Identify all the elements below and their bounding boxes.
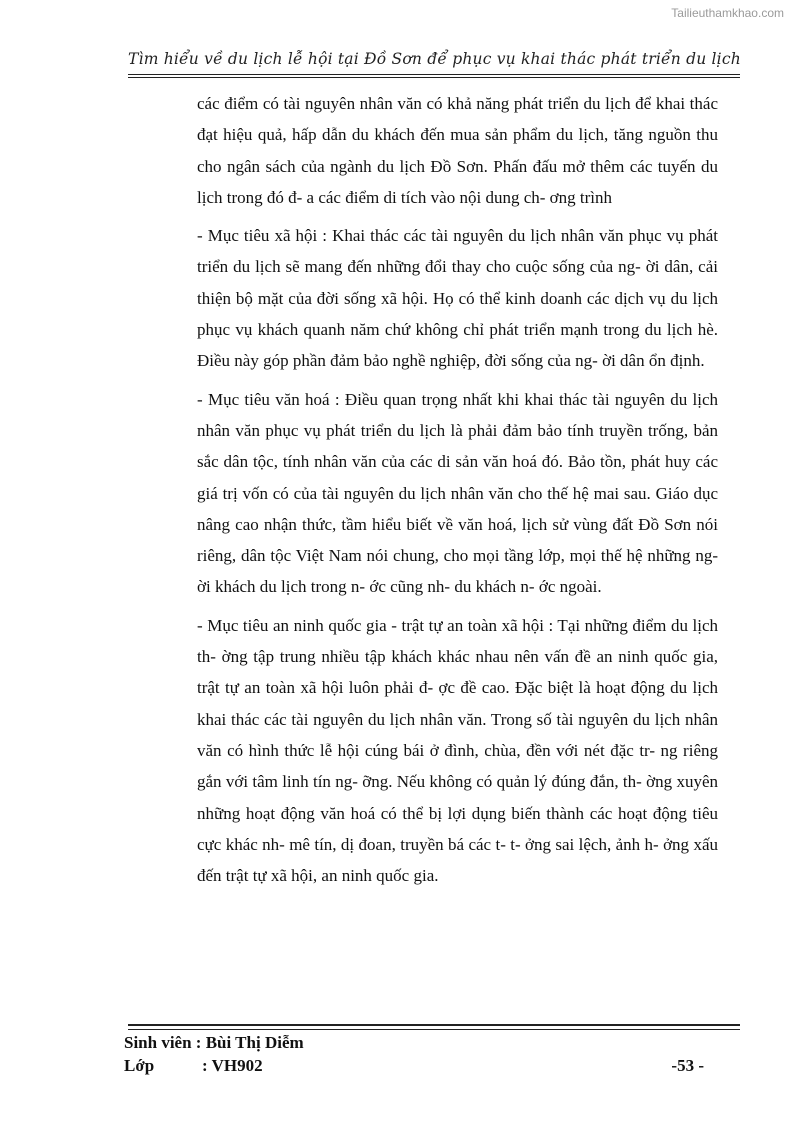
running-header: Tìm hiểu về du lịch lễ hội tại Đồ Sơn để phục vụ khai thác phát triển du lịch [128,50,741,68]
class-label: Lớp [124,1056,155,1075]
header-divider-thin [128,77,740,78]
footer-divider-thin [128,1029,740,1030]
class-value: : VH902 [202,1056,263,1075]
footer-class-line [124,1056,704,1076]
page-number: -53 - [671,1056,704,1075]
paragraph-social-goal: - Mục tiêu xã hội : Khai thác các tài nguyên du lịch nhân văn phục vụ phát triển du lịch sẽ mang đến những đổi thay cho cuộc sống của ng- ời dân, cải thiện bộ mặt của đời sống xã hội. Họ có thể kinh doanh các dịch vụ du lịch phục vụ khách quanh năm chứ không chỉ phát triển mạnh trong du lịch hè. Điều này góp phần đảm bảo nghề nghiệp, đời sống của ng- ời dân ổn định. [197,226,718,371]
header-divider [128,74,740,75]
footer-student-line [124,1033,704,1053]
paragraph-cultural-goal: - Mục tiêu văn hoá : Điều quan trọng nhất khi khai thác tài nguyên du lịch nhân văn phục vụ phát triển du lịch là phải đảm bảo tính truyền trống, bản sắc dân tộc, tính nhân văn của các di sản văn hoá đó. Bảo tồn, phát huy các giá trị vốn có của tài nguyên du lịch nhân văn cho thế hệ mai sau. Giáo dục nâng cao nhận thức, tầm hiểu biết về văn hoá, lịch sử vùng đất Đồ Sơn nói riêng, dân tộc Việt Nam nói chung, cho mọi tầng lớp, mọi thế hệ những ng- ời khách du lịch trong n- ớc cũng nh- du khách n- ớc ngoài. [197,389,718,597]
paragraph-security-goal: - Mục tiêu an ninh quốc gia - trật tự an toàn xã hội : Tại những điểm du lịch th- ờng tập trung nhiều tập khách khác nhau nên vấn đề an ninh quốc gia, trật tự an toàn xã hội luôn phải đ- ợc đề cao. Đặc biệt là hoạt động du lịch khai thác các tài nguyên du lịch nhân văn. Trong số tài nguyên du lịch nhân văn có hình thức lễ hội cúng bái ở đình, chùa, đền với nét đặc tr- ng riêng gắn với tâm linh tín ng- ỡng. Nếu không có quản lý đúng đắn, th- ờng xuyên những hoạt động văn hoá có thể bị lợi dụng biến thành các hoạt động tiêu cực khác nh- mê tín, dị đoan, truyền bá các t- t- ởng sai lệch, ảnh h- ởng xấu đến trật tự xã hội, an ninh quốc gia. [197,615,718,886]
body-text [197,88,718,898]
watermark-text: Tailieuthamkhao.com [671,6,784,20]
footer-divider [128,1024,740,1026]
student-name: Sinh viên : Bùi Thị Diễm [124,1033,304,1052]
paragraph-continuation: các điểm có tài nguyên nhân văn có khả năng phát triển du lịch để khai thác đạt hiệu quả, hấp dẫn du khách đến mua sản phẩm du lịch, tăng nguồn thu cho ngân sách của ngành du lịch Đồ Sơn. Phấn đấu mở thêm các tuyến du lịch trong đó đ- a các điểm di tích vào nội dung ch- ơng trình [197,94,718,207]
